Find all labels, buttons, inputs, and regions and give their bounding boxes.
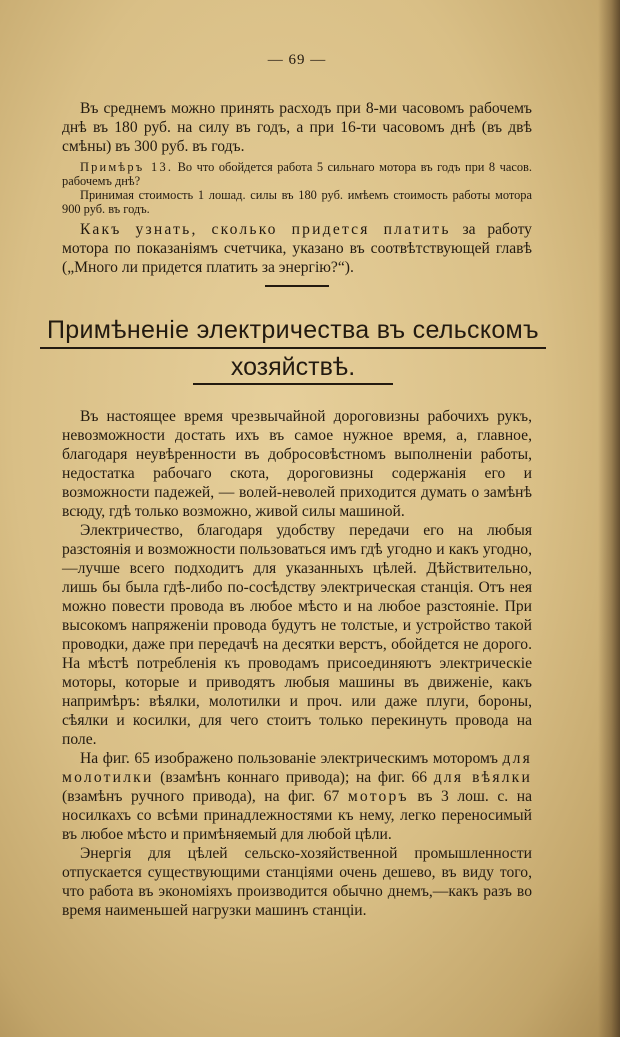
- heading-line-1: Примѣненіе электричества въ сельскомъ: [47, 316, 539, 344]
- heading-line-2: хозяйствѣ.: [230, 353, 356, 381]
- page-spine-shadow: [598, 0, 620, 1037]
- paragraph-avg-cost: Въ среднемъ можно принять расходъ при 8-ми часовомъ рабочемъ днѣ въ 180 руб. на силу въ годъ, а при 16-ти часовомъ днѣ (въ двѣ смѣны) въ 300 руб. въ годъ.: [62, 100, 532, 155]
- section-heading: [40, 315, 546, 385]
- heading-underline-2: [193, 383, 393, 385]
- paragraph-4: Энергія для цѣлей сельско-хозяйственной промышленности отпускается существующими станціями очень дешево, въ виду того, что работа въ экономіяхъ производится обычно днемъ,—какъ разъ во время наименьшей нагрузки машинъ станціи.: [62, 845, 532, 919]
- paragraph-meter: Какъ узнать, сколько придется платить за работу мотора по показаніямъ счетчика, указано въ соотвѣтствующей главѣ („Много ли придется платить за энергію?“).: [62, 221, 532, 276]
- page-number: — 69 —: [267, 52, 327, 68]
- heading-underline: [40, 347, 546, 349]
- paragraph-1: Въ настоящее время чрезвычайной дороговизны рабочихъ рукъ, невозможности достать ихъ въ самое нужное время, а, главное, благодаря неувѣренности въ добросовѣстномъ выполненіи работы, недостатка рабочаго скота, дороговизны содержанія его и возможности падежей, — волей-неволей приходится думать о замѣнѣ всюду, гдѣ только возможно, живой силы машиной.: [62, 408, 532, 520]
- example-13-answer: Принимая стоимость 1 лошад. силы въ 180 руб. имѣемъ стоимость работы мотора 900 руб. въ годъ.: [62, 188, 532, 216]
- paragraph-3: На фиг. 65 изображено пользованіе электрическимъ моторомъ для молотилки (взамѣнъ коннаго привода); на фиг. 66 для вѣялки (взамѣнъ ручного привода), на фиг. 67 моторъ въ 3 лош. с. на носилкахъ со всѣми принадлежностями къ нему, легко переносимый въ любое мѣсто и примѣняемый для любой цѣли.: [62, 750, 533, 843]
- example-13-question: Примѣръ 13. Во что обойдется работа 5 сильнаго мотора въ годъ при 8 часов. рабочемъ днѣ?: [62, 160, 532, 188]
- section-divider: [265, 285, 329, 287]
- paragraph-2: Электричество, благодаря удобству передачи его на любыя разстоянія и возможности пользоваться имъ гдѣ угодно и какъ угодно,—лучше всего подходитъ для указанныхъ цѣлей. Дѣйствительно, лишь бы была гдѣ-либо по-сосѣдству электрическая станція. Отъ нея можно повести провода въ любое мѣсто и на любое разстояніе. При высокомъ напряженіи провода будутъ не толстые, и устройство такой проводки, даже при передачѣ на десятки верстъ, обойдется не дорого. На мѣстѣ потребленія къ проводамъ присоединяютъ электрическіе моторы, которые и приводятъ любыя машины въ движеніе, какъ напримѣръ: вѣялки, молотилки и проч. или даже плуги, бороны, сѣялки и косилки, для чего стоитъ только перекинуть провода на поле.: [62, 522, 532, 748]
- page-content: [47, 52, 539, 920]
